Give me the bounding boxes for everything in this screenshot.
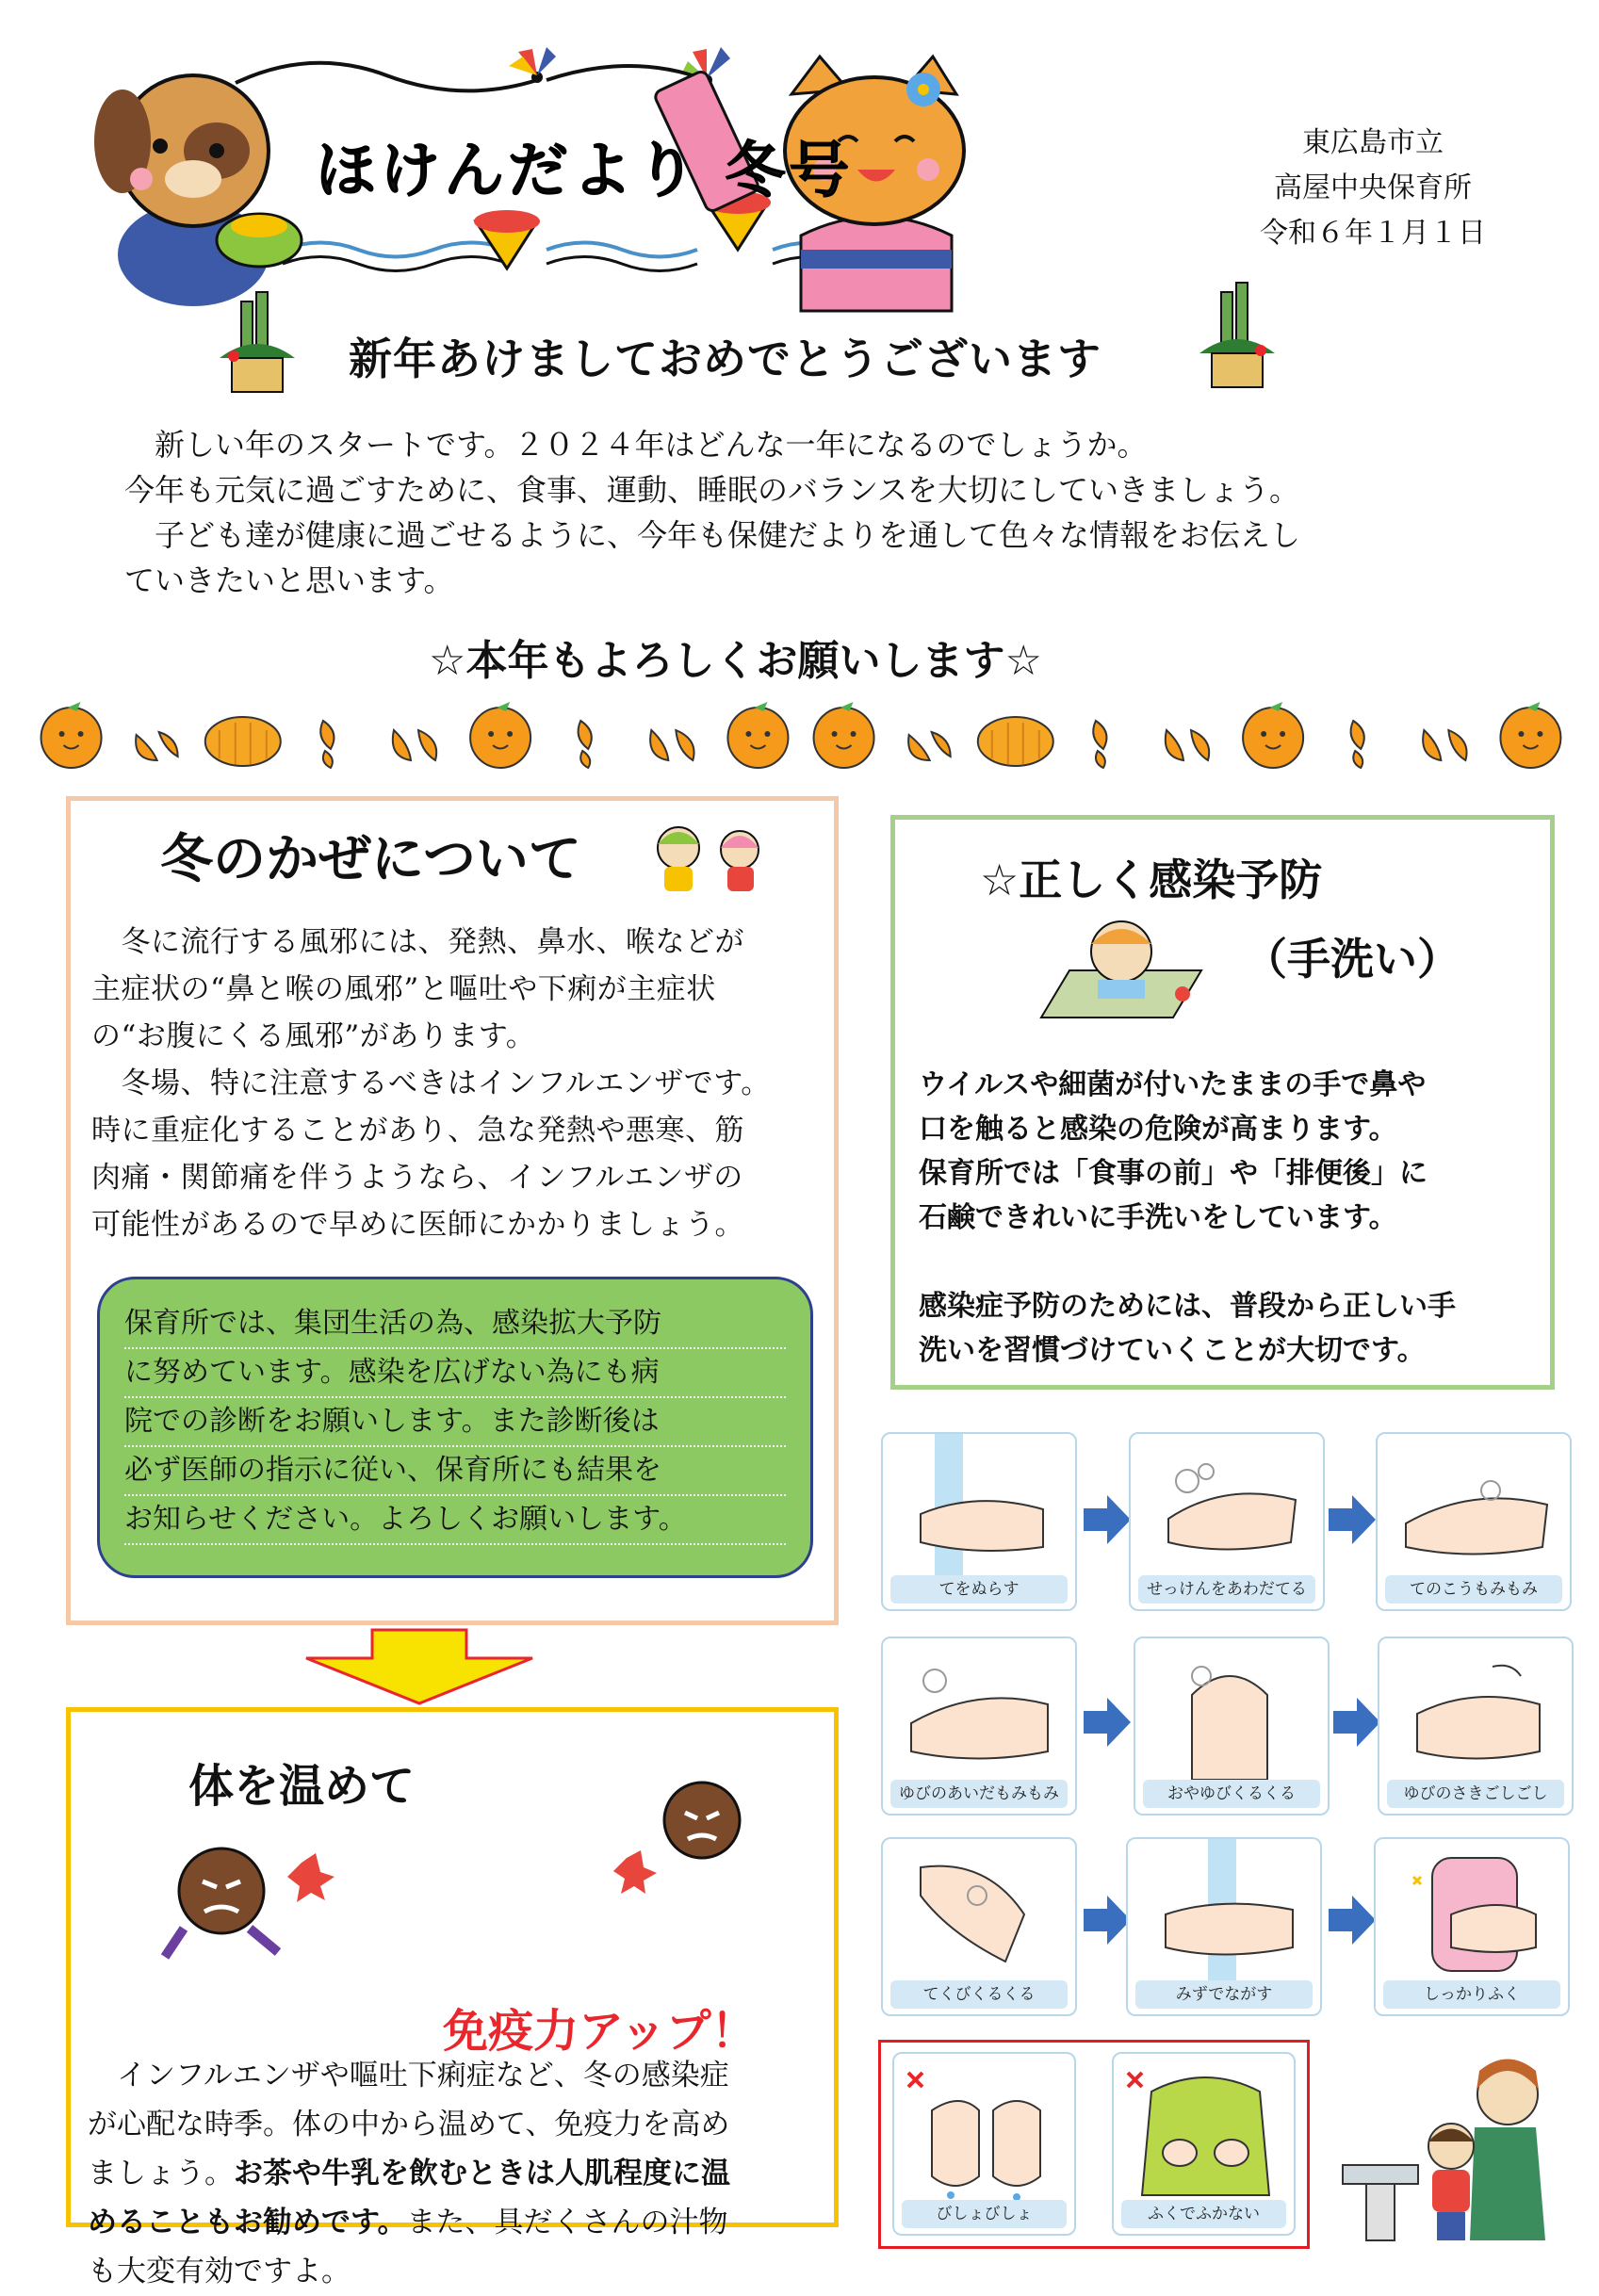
handwash-subtitle: （手洗い） (1244, 934, 1460, 985)
mandarin-orange-icon (650, 730, 693, 760)
step-dry (1374, 1837, 1570, 2016)
kadomatsu-icon (215, 292, 300, 396)
issuer-school: 高屋中央保育所 (1274, 171, 1472, 204)
step-fingertips (1378, 1637, 1574, 1816)
germ-character-icon (598, 1764, 787, 1905)
warm-description (88, 2051, 832, 2296)
warm-line (88, 2198, 832, 2247)
step-arrow-icon (1084, 1493, 1131, 1546)
handwash-section (890, 815, 1555, 1390)
mandarin-orange-icon (727, 702, 788, 768)
mandarin-orange-icon (814, 702, 874, 768)
issue-date: 令和６年１月１日 (1260, 217, 1486, 250)
issuer-city: 東広島市立 (1302, 126, 1444, 159)
bad-examples-box (878, 2040, 1310, 2249)
winter-cold-section (66, 796, 839, 1625)
step-wet-hands (881, 1432, 1077, 1611)
step-arrow-icon (1329, 1894, 1376, 1946)
warm-text-plain: ましょう。 (88, 2157, 234, 2190)
notice-line: 保育所では、集団生活の為、感染拡大予防 (124, 1300, 786, 1349)
step-arrow-icon (1084, 1894, 1131, 1946)
daycare-notice-box (97, 1277, 813, 1578)
handwash-line: 洗いを習慣づけていくことが大切です。 (919, 1334, 1426, 1367)
greeting-line: ていきたいと思います。 (124, 562, 454, 598)
mandarin-orange-icon (1423, 730, 1466, 760)
child-washing-hands-icon (1032, 914, 1211, 1027)
warm-line (88, 2149, 832, 2198)
warm-text-bold: めることもお勧めです。 (88, 2206, 407, 2239)
kids-running-icon (641, 822, 782, 897)
newsletter-title: ほけんだより 冬号 (316, 137, 854, 206)
cold-line: 冬に流行する風邪には、発熱、鼻水、喉などが (91, 925, 744, 959)
handwash-title: ☆正しく感染予防 (980, 855, 1323, 905)
immune-boost-slogan: 免疫力アップ！ (443, 2005, 757, 2058)
new-year-heading: 新年あけましておめでとうございます (349, 334, 1101, 384)
handwash-line: 石鹸できれいに手洗いをしています。 (919, 1201, 1397, 1234)
step-label: せっけんをあわだてる (1138, 1575, 1315, 1604)
mandarin-orange-icon (41, 702, 102, 768)
bad-example-wipe-on-clothes (1112, 2052, 1296, 2236)
step-between-fingers (881, 1637, 1077, 1816)
step-label: ふくでふかない (1121, 2200, 1286, 2228)
notice-line: 院での診断をお願いします。また診断後は (124, 1398, 786, 1447)
cold-line: 肉痛・関節痛を伴うようなら、インフルエンザの (91, 1161, 743, 1195)
warm-line: が心配な時季。体の中から温めて、免疫力を高め (88, 2108, 730, 2141)
step-label: しっかりふく (1383, 1980, 1560, 2009)
mandarin-orange-icon (1351, 721, 1364, 768)
step-rinse (1126, 1837, 1322, 2016)
step-label: ゆびのあいだもみもみ (890, 1780, 1068, 1808)
warm-line: インフルエンザや嘔吐下痢症など、冬の感染症 (88, 2059, 729, 2092)
warm-section-title: 体を温めて (188, 1760, 416, 1813)
mandarin-orange-icon (205, 717, 281, 766)
germ-character-icon (146, 1825, 353, 1966)
warm-body-section (66, 1707, 839, 2288)
down-arrow-icon (302, 1628, 537, 1705)
step-back-of-hands (1376, 1432, 1572, 1611)
mother-child-handwashing-icon (1333, 2043, 1559, 2250)
cold-section-title: 冬のかぜについて (160, 829, 581, 890)
mandarin-orange-icon (1166, 730, 1209, 760)
cold-line: の“お腹にくる風邪”があります。 (91, 1019, 536, 1053)
mandarin-orange-icon (579, 721, 592, 768)
step-label: てのこうもみもみ (1385, 1575, 1562, 1604)
greeting-line: 子ども達が健康に過ごせるように、今年も保健だよりを通して色々な情報をお伝えし (124, 517, 1301, 553)
step-label: てくびくるくる (890, 1980, 1068, 2009)
step-wrists (881, 1837, 1077, 2016)
step-label: ゆびのさきごしごし (1387, 1780, 1564, 1808)
cold-line: 時に重症化することがあり、急な発熱や悪寒、筋 (91, 1114, 744, 1148)
mandarin-orange-icon (1243, 702, 1303, 768)
greeting-line: 新しい年のスタートです。２０２４年はどんな一年になるのでしょうか。 (124, 427, 1148, 463)
mandarin-orange-border (28, 692, 1574, 777)
spinning-top-icon (474, 210, 540, 269)
handwash-line (919, 1240, 1550, 1284)
warm-text-plain: また、具だくさんの汁物 (406, 2206, 728, 2239)
step-label: てをぬらす (890, 1575, 1068, 1604)
mandarin-orange-icon (470, 702, 530, 768)
step-arrow-icon (1329, 1493, 1376, 1546)
bad-example-soaking-wet (892, 2052, 1076, 2236)
dog-character-icon (94, 75, 302, 306)
mandarin-orange-icon (908, 732, 951, 760)
handwash-line: 口を触ると感染の危険が高まります。 (919, 1113, 1397, 1146)
step-thumbs (1134, 1637, 1330, 1816)
mandarin-orange-icon (1500, 702, 1560, 768)
mandarin-orange-icon (978, 717, 1053, 766)
mandarin-orange-icon (320, 721, 334, 768)
mandarin-orange-icon (393, 730, 436, 760)
notice-line: に努めています。感染を広げない為にも病 (124, 1349, 786, 1398)
handwash-line: ウイルスや細菌が付いたままの手で鼻や (919, 1068, 1427, 1101)
step-label: みずでながす (1135, 1980, 1313, 2009)
notice-line: お知らせください。よろしくお願いします。 (124, 1496, 786, 1545)
handwash-line: 感染症予防のためには、普段から正しい手 (919, 1290, 1456, 1323)
handwash-line: 保育所では「食事の前」や「排便後」に (919, 1157, 1428, 1190)
step-arrow-icon (1333, 1696, 1380, 1749)
mandarin-orange-icon (1093, 721, 1106, 768)
warm-text-bold: お茶や牛乳を飲むときは人肌程度に温 (234, 2157, 730, 2190)
cold-line: 冬場、特に注意するべきはインフルエンザです。 (91, 1067, 771, 1100)
step-label: おやゆびくるくる (1143, 1780, 1320, 1808)
cold-line: 可能性があるので早めに医師にかかりましょう。 (91, 1208, 744, 1242)
issuer-block (1260, 121, 1486, 256)
kadomatsu-icon (1195, 283, 1280, 391)
greeting-line: 今年も元気に過ごすために、食事、運動、睡眠のバランスを大切にしていきましょう。 (124, 472, 1300, 508)
step-label: びしょびしょ (902, 2200, 1067, 2228)
cold-line: 主症状の“鼻と喉の風邪”と嘔吐や下痢が主症状 (91, 972, 716, 1006)
warm-line: も大変有効ですよ。 (88, 2255, 351, 2288)
cold-description (91, 919, 817, 1248)
mandarin-orange-icon (136, 732, 178, 760)
step-lather-soap (1129, 1432, 1325, 1611)
notice-line: 必ず医師の指示に従い、保育所にも結果を (124, 1447, 786, 1496)
closing-line: ☆本年もよろしくお願いします☆ (429, 637, 1042, 685)
greeting-paragraph (124, 422, 1519, 603)
step-arrow-icon (1084, 1696, 1131, 1749)
handwash-description (919, 1063, 1550, 1373)
